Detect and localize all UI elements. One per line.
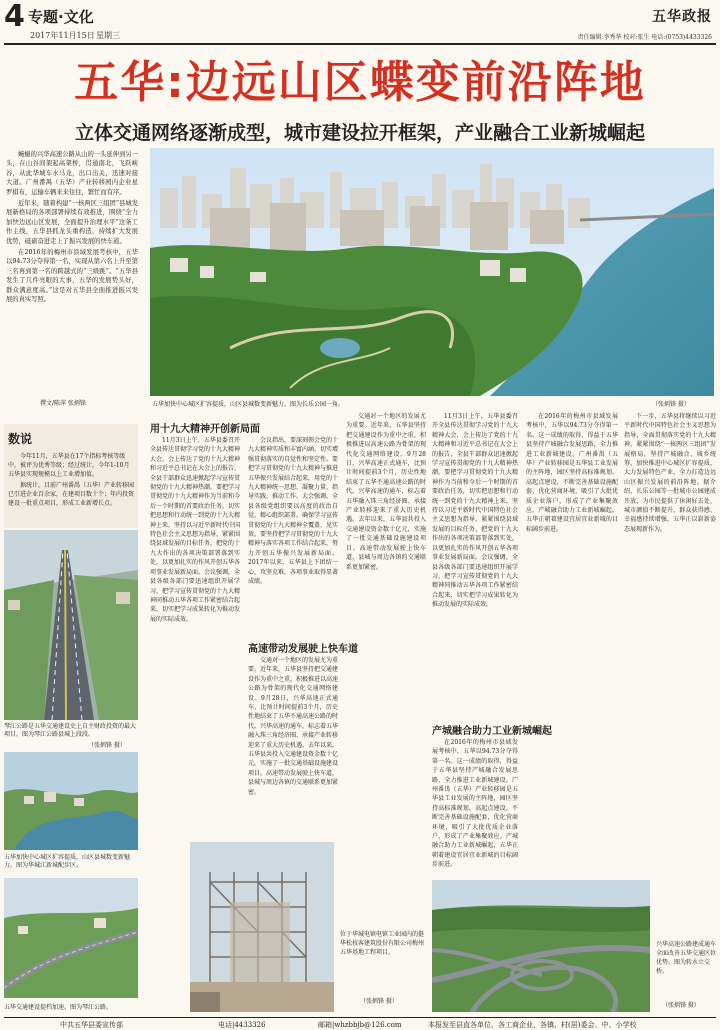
footer-phone: 电话|4433326: [218, 1021, 266, 1029]
lead-paragraph: 蜿蜒的兴华高速公路从山的一头延伸到另一头，在山谷间架起高架桥，贯通南北，飞跃峡谷，从此华城车水马龙，出口出关，迅速对接大道。广州番禺（五华）产业转移园内企业星罗棋布，运输车辆来来往往，繁忙而有序。: [6, 151, 138, 196]
article-column-3: 交通对一个地区的发展尤为重要。近年来，五华县坚持把交通建设作为重中之重，积极推进以高速公路为骨架的现代化交通网络建设。9月28日，兴华高速正式通车，比预计时间提前3个月，历史性地结束了五华不通高速公路的时代。兴华高速的通车，标志着五华融入珠三角经济圈、承接产业转移迎来了重大历史机遇。去年以来，五华县共投入交通建设资金数十亿元，实施了一批交通基础设施建设项目。高速带动发展驶上快车道，县城与周边各镇的交通联系更加紧密。: [346, 413, 426, 571]
photo-interchange-credit: （张炳锋 摄）: [662, 1002, 700, 1009]
article-column-2b: 交通对一个地区的发展尤为重要。近年来，五华县坚持把交通建设作为重中之重，积极推进以高速公路为骨架的现代化交通网络建设。9月28日，兴华高速正式通车，比预计时间提前3个月，历史性地结束了五华不通高速公路的时代。兴华高速的通车，标志着五华融入珠三角经济圈、承接产业转移迎来了重大历史机遇。去年以来，五华县共投入交通建设资金数十亿元，实施了一批交通基础设施建设项目。高速带动发展驶上快车道，县城与周边各镇的交通联系更加紧密。: [248, 657, 338, 796]
article-column-4b: 在2016年的梅州市县域发展考核中，五华以94.73分夺得第一名。这一成绩的取得，得益于五华县坚持产城融合发展思路，全力推进工业新城建设。广州番禺（五华）产业转移园是五华县工业发展的主阵地，园区坚持高标准规划、高起点建设，不断完善基础设施配套，优化营商环境，吸引了大批优质企业落户，形成了产业集聚效应。产城融合助力工业新城崛起，五华正朝着建设宜居宜业新城的目标阔步前进。: [432, 739, 518, 869]
photo-highway: [4, 530, 138, 720]
article-column-4a: 11月3日上午，五华县委召开全县传达贯彻学习党的十九大精神大会，会上传达了党的十九大精神和习近平总书记在大会上的报告，全县干部群众迅速掀起学习宣传贯彻党的十九大精神热潮。要把学习贯彻党的十九大精神作为当前和今后一个时期的首要政治任务，切实把思想和行动统一到党的十九大精神上来。坚持以习近平新时代中国特色社会主义思想为指导，紧紧围绕县域发展的目标任务，把党的十九大作出的各项决策部署落到实处，以更加扎实的作风开创五华各项事业发展新局面。会议强调，全县各级各部门要迅速组织开展学习，把学习宣传贯彻党的十九大精神同推动五华各项工作紧密结合起来，切实把学习成果转化为推动发展的实际成效。: [432, 413, 518, 609]
section-title: 专题·文化: [28, 8, 94, 26]
photo-highway-caption: 琴江公路是五华交通建设史上自主财政投资的最大项目，图为琴江公路县城上段段。: [4, 723, 137, 738]
article-column-6: 下一步，五华县将继续以习近平新时代中国特色社会主义思想为指导，全面贯彻落实党的十九大精神，紧紧围绕“一核两区三组团”发展格局，坚持产城融合、城乡统筹，加快推进中心城区扩容提质，大力发展特色产业，全力打造边远山区振兴发展的前沿阵地。据介绍，长乐公园等一批城市公园建成开放，为市民提供了休闲好去处，城市颜值不断提升，群众获得感、幸福感持续增强，五华正以崭新姿态展现新作为。: [624, 413, 716, 533]
photo-river-bend-caption: 五华加快中心城区扩容提质，山区县城数变新魅力。图为华城江新城配步区。: [4, 854, 131, 869]
photo-construction-site: [190, 842, 334, 1012]
main-photo-city-aerial: [150, 148, 714, 396]
main-photo-credit: （张炳锋 摄）: [652, 401, 690, 408]
issue-date: 2017年11月15日: [30, 31, 95, 40]
article-column-1: 11月3日上午，五华县委召开全县传达贯彻学习党的十九大精神大会，会上传达了党的十九大精神和习近平总书记在大会上的报告，全县干部群众迅速掀起学习宣传贯彻党的十九大精神热潮。要把学习贯彻党的十九大精神作为当前和今后一个时期的首要政治任务，切实把思想和行动统一到党的十九大精神上来。坚持以习近平新时代中国特色社会主义思想为指导，紧紧围绕县域发展的目标任务，把党的十九大作出的各项决策部署落到实处，以更加扎实的作风开创五华各项事业发展新局面。会议强调，全县各级各部门要迅速组织开展学习，把学习宣传贯彻党的十九大精神同推动五华各项工作紧密结合起来，切实把学习成果转化为推动发展的实际成效。: [150, 437, 240, 623]
article-column-2a: 会议指出，要深刻领会党的十九大精神实质和丰富内涵，切实增强贯彻落实的自觉性和坚定性。要把学习贯彻党的十九大精神与推进五华振兴发展结合起来，用党的十九大精神统一思想、凝聚力量、指导实践、推动工作。大会强调，全县各级党组织要以高度的政治自觉，精心组织部署，确保学习宣传贯彻党的十九大精神全覆盖、见实效。要坚持把学习贯彻党的十九大精神与落实各项工作结合起来，努力开创五华振兴发展新局面。2017年以来，五华县上下团结一心，攻坚克难，各项事业取得显著成绩。: [248, 437, 338, 586]
photo-highway-credit: （张炳锋 摄）: [88, 742, 126, 749]
photo-qinjiang-road: [4, 878, 138, 998]
footer-publisher: 中共五华县委宣传部: [60, 1021, 123, 1029]
photo-highway-interchange: [432, 880, 650, 1012]
photo-river-bend: [4, 752, 138, 850]
page-number: 4: [4, 0, 25, 34]
article-column-5: 在2016年的梅州市县域发展考核中，五华以94.73分夺得第一名。这一成绩的取得，得益于五华县坚持产城融合发展思路，全力推进工业新城建设。广州番禺（五华）产业转移园是五华县工业发展的主阵地，园区坚持高标准规划、高起点建设，不断完善基础设施配套，优化营商环境，吸引了大批优质企业落户，形成了产业集聚效应。产城融合助力工业新城崛起，五华正朝着建设宜居宜业新城的目标阔步前进。: [526, 413, 618, 533]
sidebar-text: [8, 452, 134, 510]
photo-construction-caption: 位于华城电镇电镇工业园内的挺华松枝客建筑股份有限公司梅州五华基地工程项目。: [340, 931, 425, 956]
subtitle: 立体交通网络逐渐成型，城市建设拉开框架，产业融合工业新城崛起: [74, 122, 645, 144]
editor-line: 责任编辑:李秀华 校对:张生 电话:(0753)4433326: [577, 34, 712, 41]
section-heading-1: 用十九大精神开创新局面: [150, 424, 260, 435]
lead-credit: 撰文/陈萍 张炳锋: [40, 400, 86, 407]
footer-email: 邮箱|whzbbjb@126.com: [318, 1021, 402, 1029]
section-heading-2: 高速带动发展驶上快车道: [248, 644, 358, 655]
lead-text: [6, 150, 138, 390]
photo-interchange-caption: 兴华高速公路建成通车全面改善五华交通区位优势。图为转水立交桥。: [656, 941, 717, 975]
headline: 五华:边远山区蝶变前沿阵地: [74, 57, 646, 108]
footer-distribution: 本报发至县直各单位、各工商企业、各镇、村(居)委会、中、小学校: [428, 1021, 637, 1029]
paper-name: 五华政报: [652, 9, 712, 25]
main-photo-caption: 五华加快中心城区扩容提质，山区县城数变新魅力。图为长乐公园一角。: [152, 401, 345, 408]
issue-weekday: 星期三: [96, 31, 120, 40]
section-heading-3: 产城融合助力工业新城崛起: [432, 726, 552, 737]
header-rule: [4, 43, 716, 45]
footer-rule: [4, 1017, 716, 1018]
lead-paragraph: 近年来，随着构建“一核两区三组团”县城发展新格局的各项部署持续有效推进，围绕“全力加快边远山区发展，全面提升治理水平”这条工作主线，五华县抓龙头重构造，持续扩大发展优势，砥砺奋进走上了振兴发展的快车道。: [6, 200, 138, 245]
sidebar-paragraph: 今年11月，五华县在17个指标考核等级中，被评为优秀等级；经过统计，今年1-10月五华县实现规模以上工业增加值。: [8, 453, 130, 478]
lead-paragraph: 在2016年的梅州市县域发展考核中，五华以94.73分夺得第一名，实现从第六名上升至第三名再到第一名的跨越式的“三级跳”。“五华县发生了几件亮眼的大事，五华的发展势头好，群众满意度高。”这是对五华县全面推进振兴发展的真实写照。: [6, 249, 138, 304]
photo-qinjiang-road-caption: 五华交通建设提档加速。图为琴江公路。: [4, 1004, 113, 1011]
sidebar-paragraph: 据统计，目前广州番禺（五华）产业转移园已引进企业百余家，在建项目数十个；年内投资建设一批重点项目，形成工业新增长点。: [8, 482, 135, 507]
sidebar-title: 数说: [8, 432, 33, 446]
photo-construction-credit: （张炳锋 摄）: [360, 998, 398, 1005]
